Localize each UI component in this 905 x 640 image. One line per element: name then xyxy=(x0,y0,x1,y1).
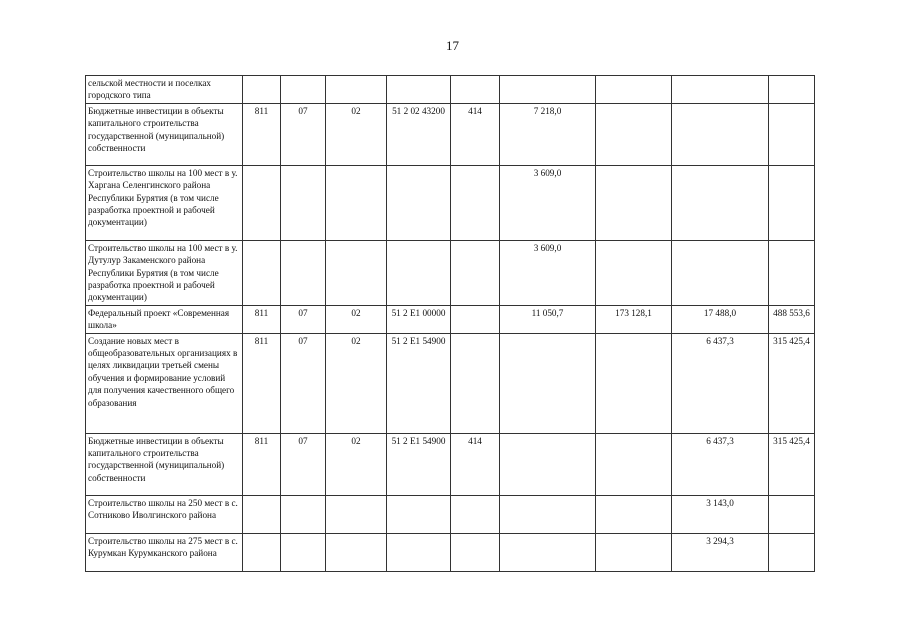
amount-col-4-cell: 315 425,4 xyxy=(769,433,815,495)
section-code-cell xyxy=(281,533,326,571)
target-article-cell xyxy=(387,240,451,305)
expense-type-cell: 414 xyxy=(451,433,500,495)
target-article-cell xyxy=(387,533,451,571)
amount-col-3-cell: 6 437,3 xyxy=(672,333,769,433)
target-article-cell: 51 2 E1 54900 xyxy=(387,333,451,433)
amount-col-1-cell xyxy=(500,76,596,104)
item-name-cell: Строительство школы на 250 мест в с. Сотниково Иволгинского района xyxy=(86,495,243,533)
section-code-cell: 07 xyxy=(281,433,326,495)
amount-col-3-cell: 17 488,0 xyxy=(672,305,769,333)
subsection-code-cell xyxy=(326,165,387,240)
department-code-cell: 811 xyxy=(243,433,281,495)
amount-col-3-cell xyxy=(672,76,769,104)
expense-type-cell: 414 xyxy=(451,103,500,165)
subsection-code-cell: 02 xyxy=(326,103,387,165)
amount-col-4-cell xyxy=(769,240,815,305)
target-article-cell xyxy=(387,76,451,104)
table-row xyxy=(86,165,815,240)
amount-col-3-cell xyxy=(672,165,769,240)
expense-type-cell xyxy=(451,533,500,571)
subsection-code-cell: 02 xyxy=(326,305,387,333)
amount-col-3-cell xyxy=(672,240,769,305)
table-row xyxy=(86,76,815,104)
subsection-code-cell xyxy=(326,76,387,104)
item-name-cell: Строительство школы на 275 мест в с. Курумкан Курумканского района xyxy=(86,533,243,571)
department-code-cell: 811 xyxy=(243,103,281,165)
section-code-cell: 07 xyxy=(281,103,326,165)
subsection-code-cell: 02 xyxy=(326,433,387,495)
section-code-cell xyxy=(281,495,326,533)
amount-col-2-cell xyxy=(596,165,672,240)
subsection-code-cell xyxy=(326,495,387,533)
expense-type-cell xyxy=(451,165,500,240)
department-code-cell xyxy=(243,76,281,104)
amount-col-1-cell: 3 609,0 xyxy=(500,240,596,305)
target-article-cell xyxy=(387,495,451,533)
item-name-cell: Создание новых мест в общеобразовательных организациях в целях ликвидации третьей смены обучения и формирование условий для получения качественного общего образования xyxy=(86,333,243,433)
amount-col-1-cell xyxy=(500,333,596,433)
amount-col-2-cell xyxy=(596,333,672,433)
page-number: 17 xyxy=(446,38,459,53)
amount-col-2-cell: 173 128,1 xyxy=(596,305,672,333)
subsection-code-cell: 02 xyxy=(326,333,387,433)
table-row xyxy=(86,533,815,571)
amount-col-1-cell: 3 609,0 xyxy=(500,165,596,240)
section-code-cell xyxy=(281,76,326,104)
table-row xyxy=(86,240,815,305)
expense-type-cell xyxy=(451,495,500,533)
section-code-cell: 07 xyxy=(281,305,326,333)
amount-col-3-cell: 6 437,3 xyxy=(672,433,769,495)
table-row xyxy=(86,103,815,165)
amount-col-4-cell xyxy=(769,495,815,533)
section-code-cell xyxy=(281,165,326,240)
target-article-cell xyxy=(387,165,451,240)
item-name-cell: Бюджетные инвестиции в объекты капитального строительства государственной (муниципальной) собственности xyxy=(86,103,243,165)
amount-col-3-cell: 3 143,0 xyxy=(672,495,769,533)
subsection-code-cell xyxy=(326,533,387,571)
target-article-cell: 51 2 02 43200 xyxy=(387,103,451,165)
table-row xyxy=(86,433,815,495)
table-row xyxy=(86,333,815,433)
amount-col-4-cell xyxy=(769,103,815,165)
amount-col-1-cell: 11 050,7 xyxy=(500,305,596,333)
department-code-cell xyxy=(243,495,281,533)
amount-col-2-cell xyxy=(596,240,672,305)
amount-col-3-cell xyxy=(672,103,769,165)
department-code-cell xyxy=(243,165,281,240)
table-row xyxy=(86,305,815,333)
amount-col-2-cell xyxy=(596,76,672,104)
target-article-cell: 51 2 E1 54900 xyxy=(387,433,451,495)
subsection-code-cell xyxy=(326,240,387,305)
amount-col-4-cell: 488 553,6 xyxy=(769,305,815,333)
amount-col-1-cell xyxy=(500,433,596,495)
amount-col-4-cell xyxy=(769,76,815,104)
department-code-cell xyxy=(243,533,281,571)
table-row xyxy=(86,495,815,533)
section-code-cell xyxy=(281,240,326,305)
section-code-cell: 07 xyxy=(281,333,326,433)
expense-type-cell xyxy=(451,333,500,433)
item-name-cell: Бюджетные инвестиции в объекты капитального строительства государственной (муниципальной) собственности xyxy=(86,433,243,495)
amount-col-4-cell xyxy=(769,533,815,571)
amount-col-2-cell xyxy=(596,495,672,533)
item-name-cell: Строительство школы на 100 мест в у. Харгана Селенгинского района Республики Бурятия (в том числе разработка проектной и рабочей документации) xyxy=(86,165,243,240)
amount-col-4-cell xyxy=(769,165,815,240)
amount-col-3-cell: 3 294,3 xyxy=(672,533,769,571)
amount-col-1-cell: 7 218,0 xyxy=(500,103,596,165)
department-code-cell xyxy=(243,240,281,305)
department-code-cell: 811 xyxy=(243,333,281,433)
budget-table xyxy=(85,75,815,572)
expense-type-cell xyxy=(451,305,500,333)
target-article-cell: 51 2 E1 00000 xyxy=(387,305,451,333)
amount-col-2-cell xyxy=(596,533,672,571)
amount-col-2-cell xyxy=(596,433,672,495)
item-name-cell: Строительство школы на 100 мест в у. Дутулур Закаменского района Республики Бурятия (в том числе разработка проектной и рабочей документации) xyxy=(86,240,243,305)
amount-col-2-cell xyxy=(596,103,672,165)
expense-type-cell xyxy=(451,240,500,305)
amount-col-4-cell: 315 425,4 xyxy=(769,333,815,433)
amount-col-1-cell xyxy=(500,533,596,571)
department-code-cell: 811 xyxy=(243,305,281,333)
item-name-cell: сельской местности и поселках городского типа xyxy=(86,76,243,104)
expense-type-cell xyxy=(451,76,500,104)
item-name-cell: Федеральный проект «Современная школа» xyxy=(86,305,243,333)
amount-col-1-cell xyxy=(500,495,596,533)
